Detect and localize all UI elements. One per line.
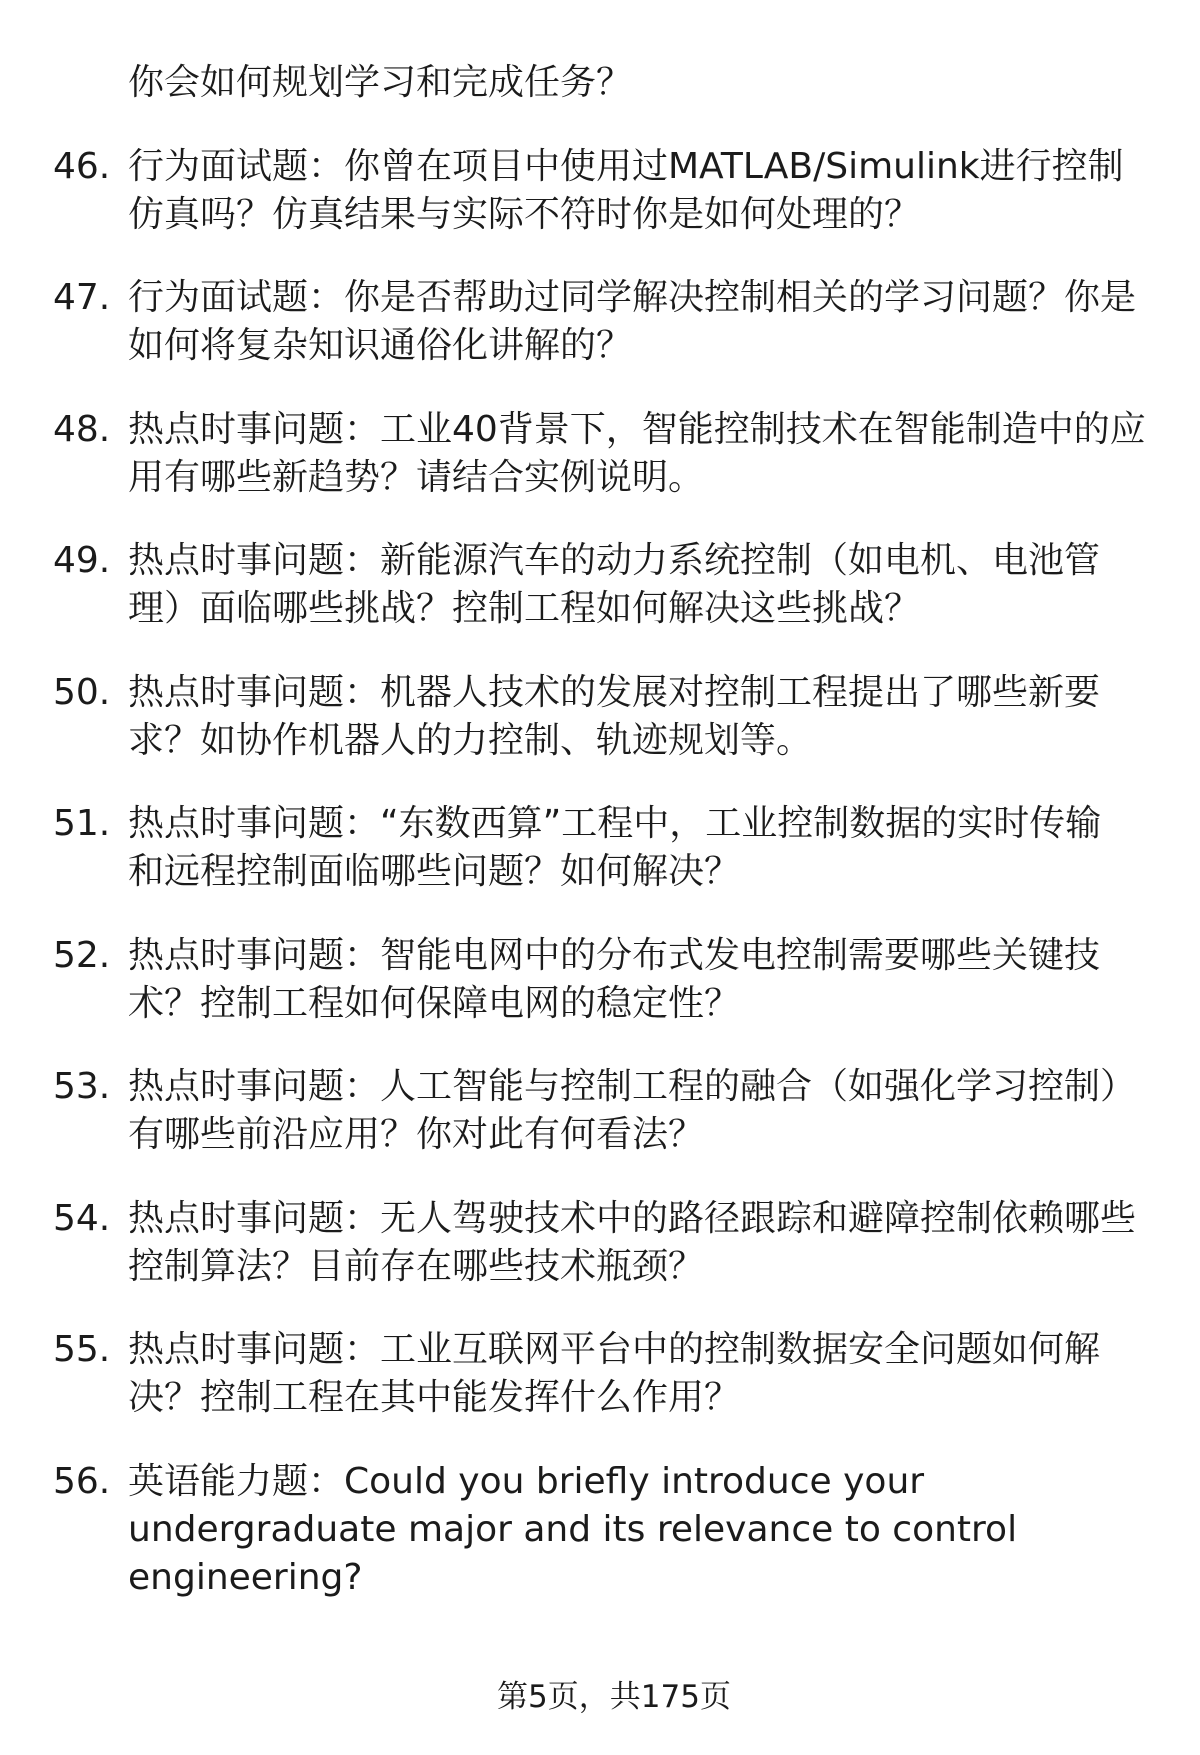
question-number: 50. (53, 671, 111, 713)
question-text (128, 800, 1101, 896)
question-text (128, 274, 1136, 370)
question-item-49 (53, 537, 1153, 633)
question-text (128, 1195, 1136, 1291)
question-number: 56. (53, 1460, 111, 1502)
question-text-line: 术？控制工程如何保障电网的稳定性？ (128, 982, 741, 1024)
question-item-50 (53, 669, 1153, 765)
question-text-line: 热点时事问题：新能源汽车的动力系统控制（如电机、电池管 (128, 540, 1101, 581)
question-text-line: 控制算法？目前存在哪些技术瓶颈？ (128, 1245, 705, 1287)
question-text-line: 热点时事问题：工业40背景下，智能控制技术在智能制造中的应 (128, 408, 1146, 450)
question-item-51 (53, 800, 1153, 896)
question-text-line: undergraduate major and its relevance to control (128, 1508, 1018, 1550)
question-text-line: 你会如何规划学习和完成任务？ (128, 62, 633, 103)
question-text (128, 143, 1124, 239)
question-text-line: 求？如协作机器人的力控制、轨迹规划等。 (128, 719, 813, 761)
question-text-line: 用有哪些新趋势？请结合实例说明。 (128, 456, 705, 498)
question-item-53 (53, 1063, 1153, 1159)
question-item-48 (53, 406, 1153, 502)
question-text-line: 有哪些前沿应用？你对此有何看法？ (128, 1114, 705, 1155)
question-number: 55. (53, 1329, 111, 1370)
page-number-footer: 第5页，共175页 (497, 1679, 731, 1715)
question-text-line: engineering? (128, 1556, 363, 1598)
question-text-line: 行为面试题：你曾在项目中使用过MATLAB/Simulink进行控制 (128, 145, 1124, 187)
question-number: 46. (53, 145, 111, 187)
question-number: 47. (53, 277, 111, 318)
question-number: 48. (53, 408, 111, 450)
question-text-line: 热点时事问题：机器人技术的发展对控制工程提出了哪些新要 (128, 671, 1101, 713)
question-text (128, 932, 1100, 1028)
question-text-line: 热点时事问题：“东数西算”工程中，工业控制数据的实时传输 (128, 803, 1102, 844)
question-text-line: 热点时事问题：工业互联网平台中的控制数据安全问题如何解 (128, 1329, 1101, 1370)
question-text-line: 如何将复杂知识通俗化讲解的？ (128, 325, 633, 366)
question-number: 53. (53, 1066, 111, 1107)
question-number: 51. (53, 803, 111, 844)
question-continuation (53, 59, 1153, 107)
question-number: 54. (53, 1197, 111, 1239)
question-text (128, 537, 1100, 633)
question-text-line: 仿真吗？仿真结果与实际不符时你是如何处理的？ (128, 193, 921, 235)
question-item-55 (53, 1326, 1153, 1422)
question-list (53, 59, 1153, 1637)
question-text-line: 热点时事问题：智能电网中的分布式发电控制需要哪些关键技 (128, 934, 1101, 976)
question-text-line: 和远程控制面临哪些问题？如何解决？ (128, 851, 741, 892)
question-number: 49. (53, 540, 111, 581)
question-text (128, 1326, 1100, 1422)
question-text (128, 1063, 1136, 1159)
question-text-line: 决？控制工程在其中能发挥什么作用？ (128, 1377, 741, 1418)
question-text-line: 理）面临哪些挑战？控制工程如何解决这些挑战？ (128, 588, 921, 629)
question-text (128, 406, 1146, 502)
question-item-54 (53, 1195, 1153, 1291)
question-text (128, 669, 1100, 765)
question-text-line: 英语能力题：Could you briefly introduce your (128, 1460, 925, 1502)
question-number: 52. (53, 934, 111, 976)
question-text-line: 行为面试题：你是否帮助过同学解决控制相关的学习问题？你是 (128, 277, 1137, 318)
question-item-52 (53, 932, 1153, 1028)
question-text-line: 热点时事问题：无人驾驶技术中的路径跟踪和避障控制依赖哪些 (128, 1197, 1137, 1239)
question-item-56 (53, 1458, 1153, 1602)
question-item-46 (53, 143, 1153, 239)
question-text (128, 1458, 1017, 1602)
question-text-line: 热点时事问题：人工智能与控制工程的融合（如强化学习控制） (128, 1066, 1137, 1107)
question-item-47 (53, 274, 1153, 370)
